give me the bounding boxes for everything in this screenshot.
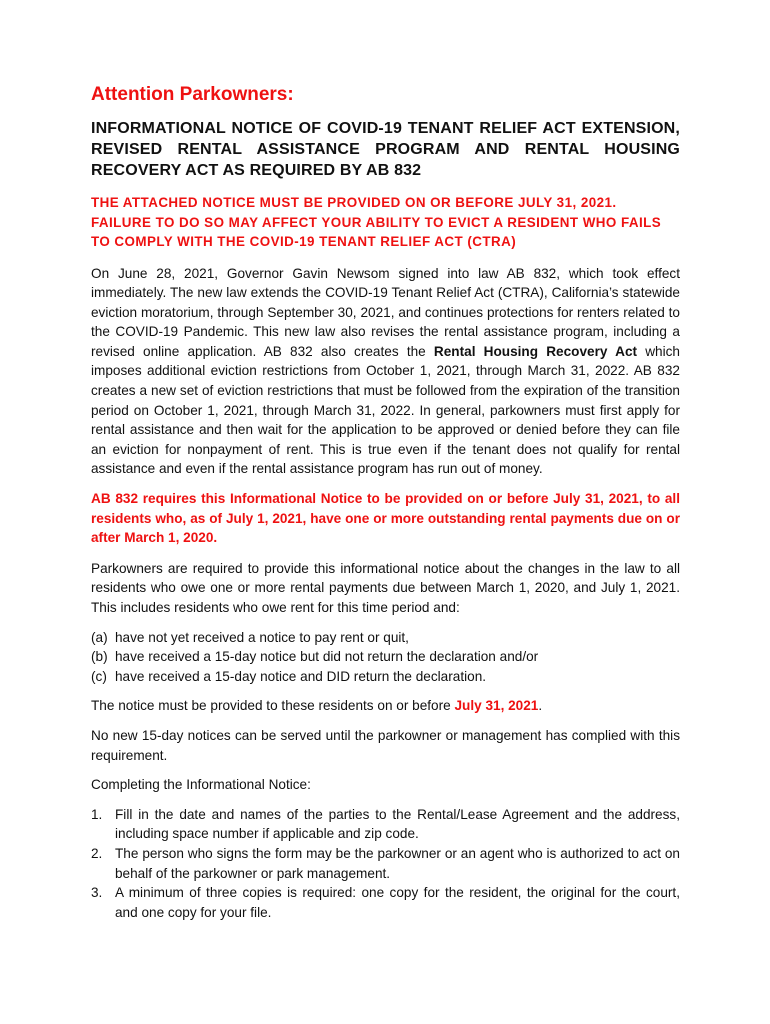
deadline-paragraph — [91, 696, 680, 716]
completing-heading: Completing the Informational Notice: — [91, 777, 311, 793]
step-text: The person who signs the form may be the parkowner or an agent who is authorized to act on behalf of the parkowner or park management. — [115, 845, 680, 881]
list-marker: (c) — [91, 668, 107, 684]
document-page — [91, 84, 680, 932]
intro-part-2: which imposes additional eviction restrictions from October 1, 2021, through March 31, 2022. AB 832 creates a new set of eviction restrictions that must be followed from the expiration of the transition period on October 1, 2021, through March 31, 2022. In general, parkowners must first apply for rental assistance and then wait for the application to be approved or denied before they can file an eviction for nonpayment of rent. This is true even if the tenant does not qualify for rental assistance and even if the rental assistance program has run out of money. — [91, 343, 680, 477]
deadline-date: July 31, 2021 — [454, 698, 539, 714]
requirement-paragraph: AB 832 requires this Informational Notice to be provided on or before July 31, 2021, to all residents who, as of July 1, 2021, have one or more outstanding rental payments due on or after March 1, 2020. — [91, 491, 680, 546]
list-marker: (b) — [91, 649, 108, 665]
intro-part-1: On June 28, 2021, Governor Gavin Newsom signed into law AB 832, which took effect immediately. The new law extends the COVID-19 Tenant Relief Act (CTRA), California’s statewide eviction moratorium, through September 30, 2021, and continues protections for renters related to the COVID-19 Pandemic. This new law also revises the rental assistance program, including a revised online application. AB 832 also creates the — [91, 265, 680, 359]
list-item — [91, 647, 680, 667]
step-text: Fill in the date and names of the parties to the Rental/Lease Agreement and the address, including space number if applicable and zip code. — [115, 806, 680, 842]
list-item-text: have received a 15-day notice and DID return the declaration. — [115, 668, 487, 684]
steps-list — [91, 805, 680, 923]
parkowners-paragraph: Parkowners are required to provide this informational notice about the changes in the law to all residents who owe one or more rental payments due between March 1, 2020, and July 1, 2021. This includes residents who owe rent for this time period and: — [91, 560, 680, 615]
step-marker: 3. — [91, 885, 103, 901]
list-item — [91, 883, 680, 922]
conditions-list — [91, 628, 680, 687]
list-item — [91, 667, 680, 687]
step-text: A minimum of three copies is required: one copy for the resident, the original for the court, and one copy for your file. — [115, 885, 680, 920]
step-marker: 2. — [91, 845, 103, 861]
warning-text: THE ATTACHED NOTICE MUST BE PROVIDED ON OR BEFORE JULY 31, 2021. FAILURE TO DO SO MAY AFFECT YOUR ABILITY TO EVICT A RESIDENT WHO FAILS TO COMPLY WITH THE COVID-19 TENANT RELIEF ACT (CTRA) — [91, 195, 662, 249]
attention-heading: Attention Parkowners: — [91, 84, 294, 105]
deadline-suffix: . — [538, 698, 543, 714]
list-marker: (a) — [91, 629, 108, 645]
list-item — [91, 628, 680, 648]
intro-paragraph — [91, 264, 680, 480]
no-new-notices-paragraph: No new 15-day notices can be served until the parkowner or management has complied with this requirement. — [91, 727, 680, 763]
deadline-prefix: The notice must be provided to these residents on or before — [91, 698, 455, 714]
rental-housing-recovery-act-term: Rental Housing Recovery Act — [433, 343, 638, 359]
list-item-text: have received a 15-day notice but did not return the declaration and/or — [115, 649, 539, 665]
list-item-text: have not yet received a notice to pay rent or quit, — [115, 629, 409, 645]
step-marker: 1. — [91, 806, 103, 822]
list-item — [91, 844, 680, 883]
notice-title: INFORMATIONAL NOTICE OF COVID-19 TENANT RELIEF ACT EXTENSION, REVISED RENTAL ASSISTANCE PROGRAM AND RENTAL HOUSING RECOVERY ACT AS REQUIRED BY AB 832 — [91, 120, 680, 179]
list-item — [91, 805, 680, 844]
